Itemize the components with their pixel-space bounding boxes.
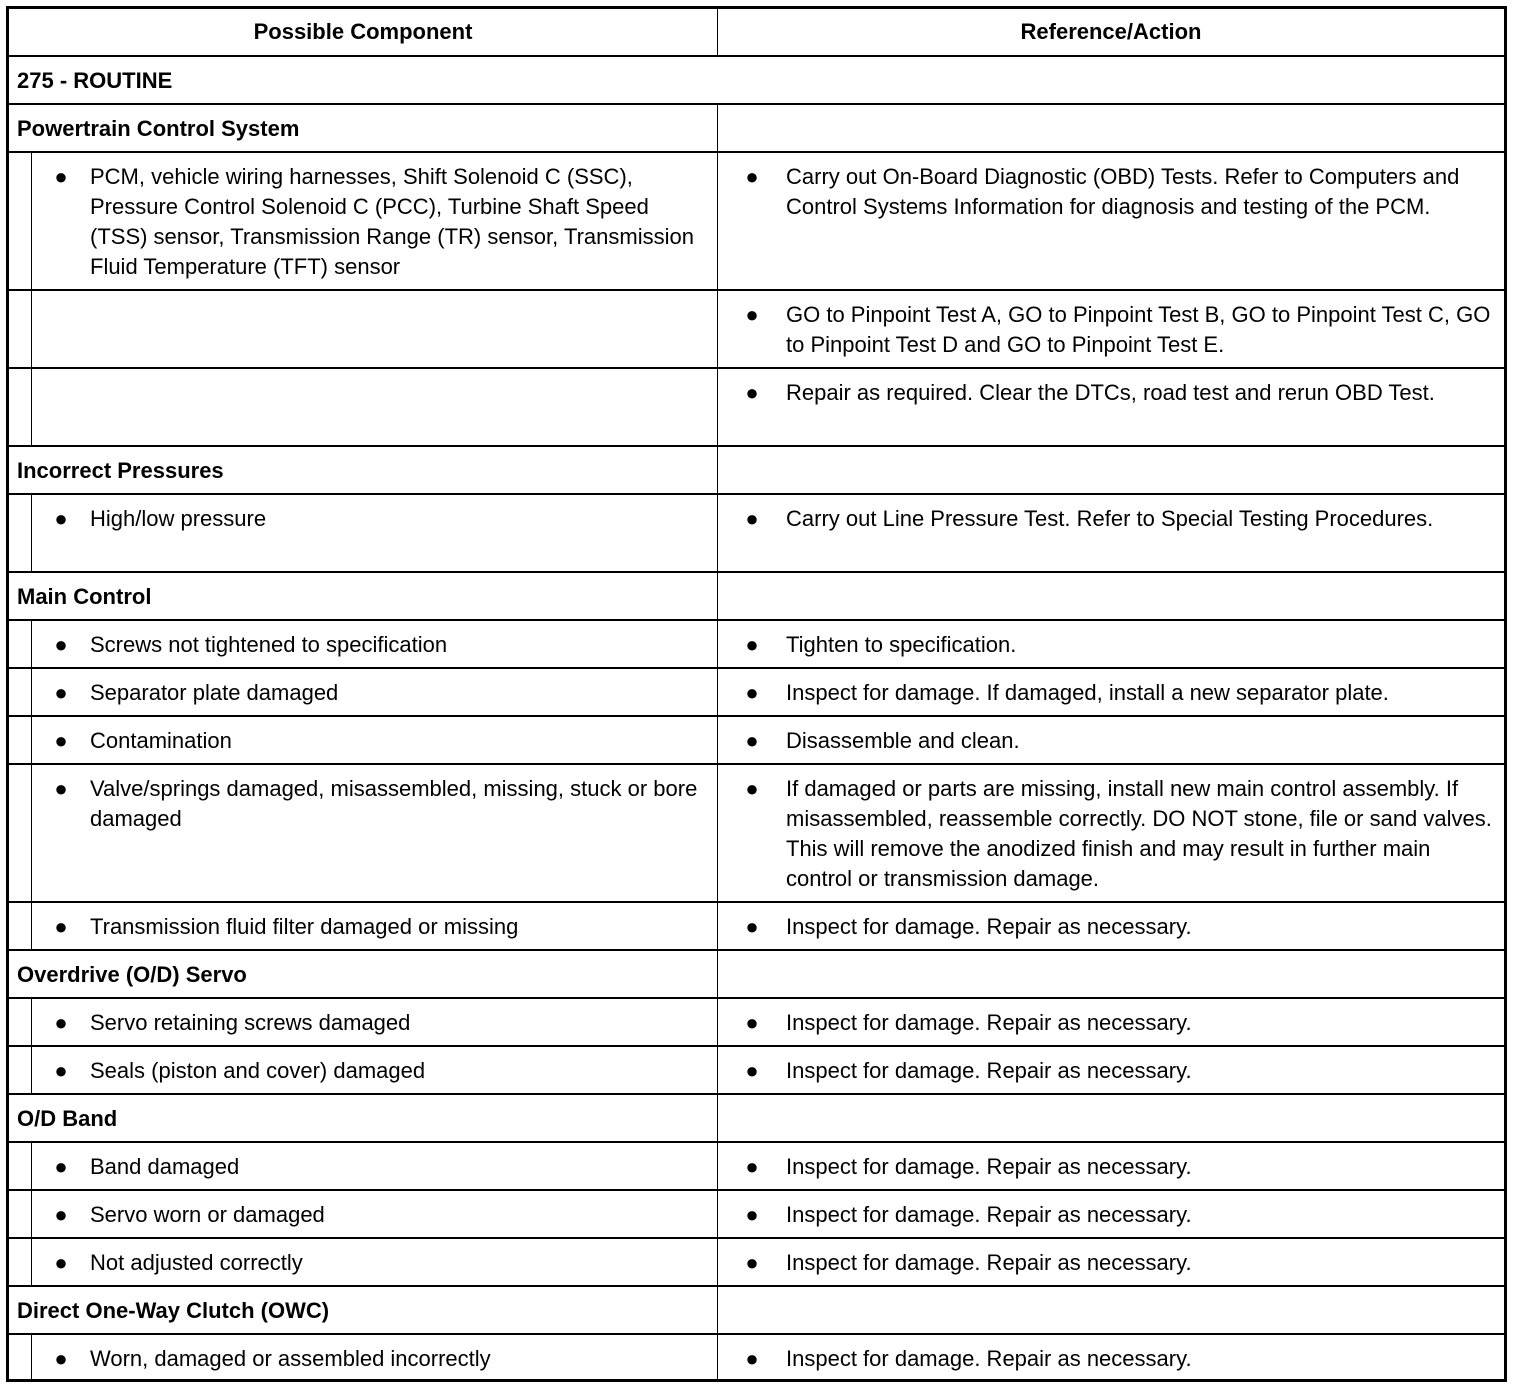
action-text: Inspect for damage. Repair as necessary. [786, 1250, 1192, 1275]
bullet-icon: ● [54, 680, 68, 705]
component-text: Servo worn or damaged [90, 1202, 325, 1227]
bullet-icon: ● [745, 1010, 759, 1035]
action-cell [718, 291, 1504, 367]
component-cell [9, 669, 718, 715]
action-text: GO to Pinpoint Test A, GO to Pinpoint Test B, GO to Pinpoint Test C, GO to Pinpoint Test D and GO to Pinpoint Test E. [786, 302, 1491, 357]
bullet-icon: ● [745, 1058, 759, 1083]
section-label: Powertrain Control System [9, 105, 718, 151]
bullet-icon: ● [745, 380, 759, 405]
component-text: Separator plate damaged [90, 680, 339, 705]
component-cell [9, 495, 718, 571]
table-row [9, 763, 1504, 901]
bullet-icon: ● [54, 632, 68, 657]
action-text: Inspect for damage. If damaged, install a new separator plate. [786, 680, 1389, 705]
table-row [9, 289, 1504, 367]
indent-spacer [9, 495, 32, 571]
component-cell [9, 1047, 718, 1093]
indent-spacer [9, 291, 32, 367]
bullet-icon: ● [745, 914, 759, 939]
action-text: Inspect for damage. Repair as necessary. [786, 1202, 1192, 1227]
action-cell [718, 903, 1504, 949]
action-cell [718, 1239, 1504, 1285]
action-cell [718, 1191, 1504, 1237]
table-row [9, 667, 1504, 715]
action-text: Inspect for damage. Repair as necessary. [786, 1346, 1192, 1371]
action-text: If damaged or parts are missing, install new main control assembly. If misassembled, reassemble correctly. DO NOT stone, file or sand valves. This will remove the anodized finish and may result in further main control or transmission damage. [786, 776, 1492, 891]
indent-spacer [9, 621, 32, 667]
bullet-icon: ● [745, 632, 759, 657]
indent-spacer [9, 1239, 32, 1285]
title-row [9, 55, 1504, 103]
bullet-icon: ● [54, 728, 68, 753]
bullet-icon: ● [745, 1202, 759, 1227]
action-text: Inspect for damage. Repair as necessary. [786, 1154, 1192, 1179]
table-row [9, 715, 1504, 763]
section-row [9, 103, 1504, 151]
component-text: Servo retaining screws damaged [90, 1010, 411, 1035]
bullet-icon: ● [54, 1346, 68, 1371]
component-cell [9, 1191, 718, 1237]
action-cell [718, 495, 1504, 571]
table-row [9, 1333, 1504, 1379]
bullet-icon: ● [54, 1250, 68, 1275]
indent-spacer [9, 153, 32, 289]
routine-title: 275 - ROUTINE [17, 68, 173, 93]
table-row [9, 151, 1504, 289]
action-cell [718, 1143, 1504, 1189]
diagnosis-table [6, 6, 1507, 1382]
action-cell [718, 1047, 1504, 1093]
bullet-icon: ● [745, 164, 759, 189]
indent-spacer [9, 765, 32, 901]
indent-spacer [9, 1191, 32, 1237]
indent-spacer [9, 1047, 32, 1093]
table-row [9, 997, 1504, 1045]
component-cell [9, 717, 718, 763]
component-cell [9, 903, 718, 949]
bullet-icon: ● [745, 776, 759, 801]
action-cell [718, 621, 1504, 667]
bullet-icon: ● [745, 680, 759, 705]
component-text: Transmission fluid filter damaged or missing [90, 914, 519, 939]
section-row [9, 1093, 1504, 1141]
bullet-icon: ● [745, 506, 759, 531]
section-action-empty [718, 447, 1504, 493]
action-cell [718, 153, 1504, 289]
indent-spacer [9, 1143, 32, 1189]
section-row [9, 949, 1504, 997]
component-text: PCM, vehicle wiring harnesses, Shift Solenoid C (SSC), Pressure Control Solenoid C (PCC), Turbine Shaft Speed (TSS) sensor, Transmission Range (TR) sensor, Transmission Fluid Temperature (TFT) sensor [90, 164, 694, 279]
component-cell [9, 369, 718, 445]
section-action-empty [718, 951, 1504, 997]
table-row [9, 1141, 1504, 1189]
bullet-icon: ● [745, 1346, 759, 1371]
header-possible-component: Possible Component [9, 9, 718, 55]
section-row [9, 445, 1504, 493]
bullet-icon: ● [54, 1154, 68, 1179]
table-row [9, 619, 1504, 667]
bullet-icon: ● [745, 728, 759, 753]
action-text: Inspect for damage. Repair as necessary. [786, 1010, 1192, 1035]
bullet-icon: ● [54, 1202, 68, 1227]
section-row [9, 571, 1504, 619]
action-text: Disassemble and clean. [786, 728, 1020, 753]
indent-spacer [9, 369, 32, 445]
table-row [9, 1189, 1504, 1237]
bullet-icon: ● [54, 506, 68, 531]
component-cell [9, 999, 718, 1045]
indent-spacer [9, 999, 32, 1045]
component-cell [9, 1335, 718, 1379]
component-text: High/low pressure [90, 506, 267, 531]
table-row [9, 1237, 1504, 1285]
component-text: Contamination [90, 728, 232, 753]
table-row [9, 1045, 1504, 1093]
indent-spacer [9, 717, 32, 763]
section-label: O/D Band [9, 1095, 718, 1141]
action-text: Inspect for damage. Repair as necessary. [786, 914, 1192, 939]
section-action-empty [718, 105, 1504, 151]
bullet-icon: ● [54, 164, 68, 189]
component-cell [9, 621, 718, 667]
indent-spacer [9, 903, 32, 949]
action-text: Carry out Line Pressure Test. Refer to Special Testing Procedures. [786, 506, 1434, 531]
action-cell [718, 669, 1504, 715]
component-text: Worn, damaged or assembled incorrectly [90, 1346, 491, 1371]
component-text: Band damaged [90, 1154, 240, 1179]
component-text: Screws not tightened to specification [90, 632, 448, 657]
component-text: Valve/springs damaged, misassembled, missing, stuck or bore damaged [90, 776, 698, 831]
action-text: Repair as required. Clear the DTCs, road test and rerun OBD Test. [786, 380, 1435, 405]
component-cell [9, 153, 718, 289]
section-action-empty [718, 573, 1504, 619]
section-action-empty [718, 1287, 1504, 1333]
bullet-icon: ● [54, 1010, 68, 1035]
indent-spacer [9, 669, 32, 715]
table-row [9, 493, 1504, 571]
action-cell [718, 765, 1504, 901]
action-text: Carry out On-Board Diagnostic (OBD) Tests. Refer to Computers and Control Systems Information for diagnosis and testing of the PCM. [786, 164, 1460, 219]
section-label: Main Control [9, 573, 718, 619]
header-reference-action: Reference/Action [1020, 19, 1202, 44]
bullet-icon: ● [745, 302, 759, 327]
component-cell [9, 1143, 718, 1189]
component-cell [9, 291, 718, 367]
component-cell [9, 1239, 718, 1285]
action-text: Tighten to specification. [786, 632, 1017, 657]
action-cell [718, 717, 1504, 763]
bullet-icon: ● [54, 1058, 68, 1083]
section-label: Direct One-Way Clutch (OWC) [9, 1287, 718, 1333]
component-text: Not adjusted correctly [90, 1250, 303, 1275]
section-label: Incorrect Pressures [9, 447, 718, 493]
bullet-icon: ● [54, 914, 68, 939]
bullet-icon: ● [54, 776, 68, 801]
bullet-icon: ● [745, 1250, 759, 1275]
section-row [9, 1285, 1504, 1333]
table-row [9, 901, 1504, 949]
action-cell [718, 369, 1504, 445]
component-cell [9, 765, 718, 901]
component-text: Seals (piston and cover) damaged [90, 1058, 426, 1083]
table-row [9, 367, 1504, 445]
bullet-icon: ● [745, 1154, 759, 1179]
section-label: Overdrive (O/D) Servo [9, 951, 718, 997]
header-row [9, 9, 1504, 55]
indent-spacer [9, 1335, 32, 1379]
action-cell [718, 999, 1504, 1045]
action-text: Inspect for damage. Repair as necessary. [786, 1058, 1192, 1083]
action-cell [718, 1335, 1504, 1379]
section-action-empty [718, 1095, 1504, 1141]
